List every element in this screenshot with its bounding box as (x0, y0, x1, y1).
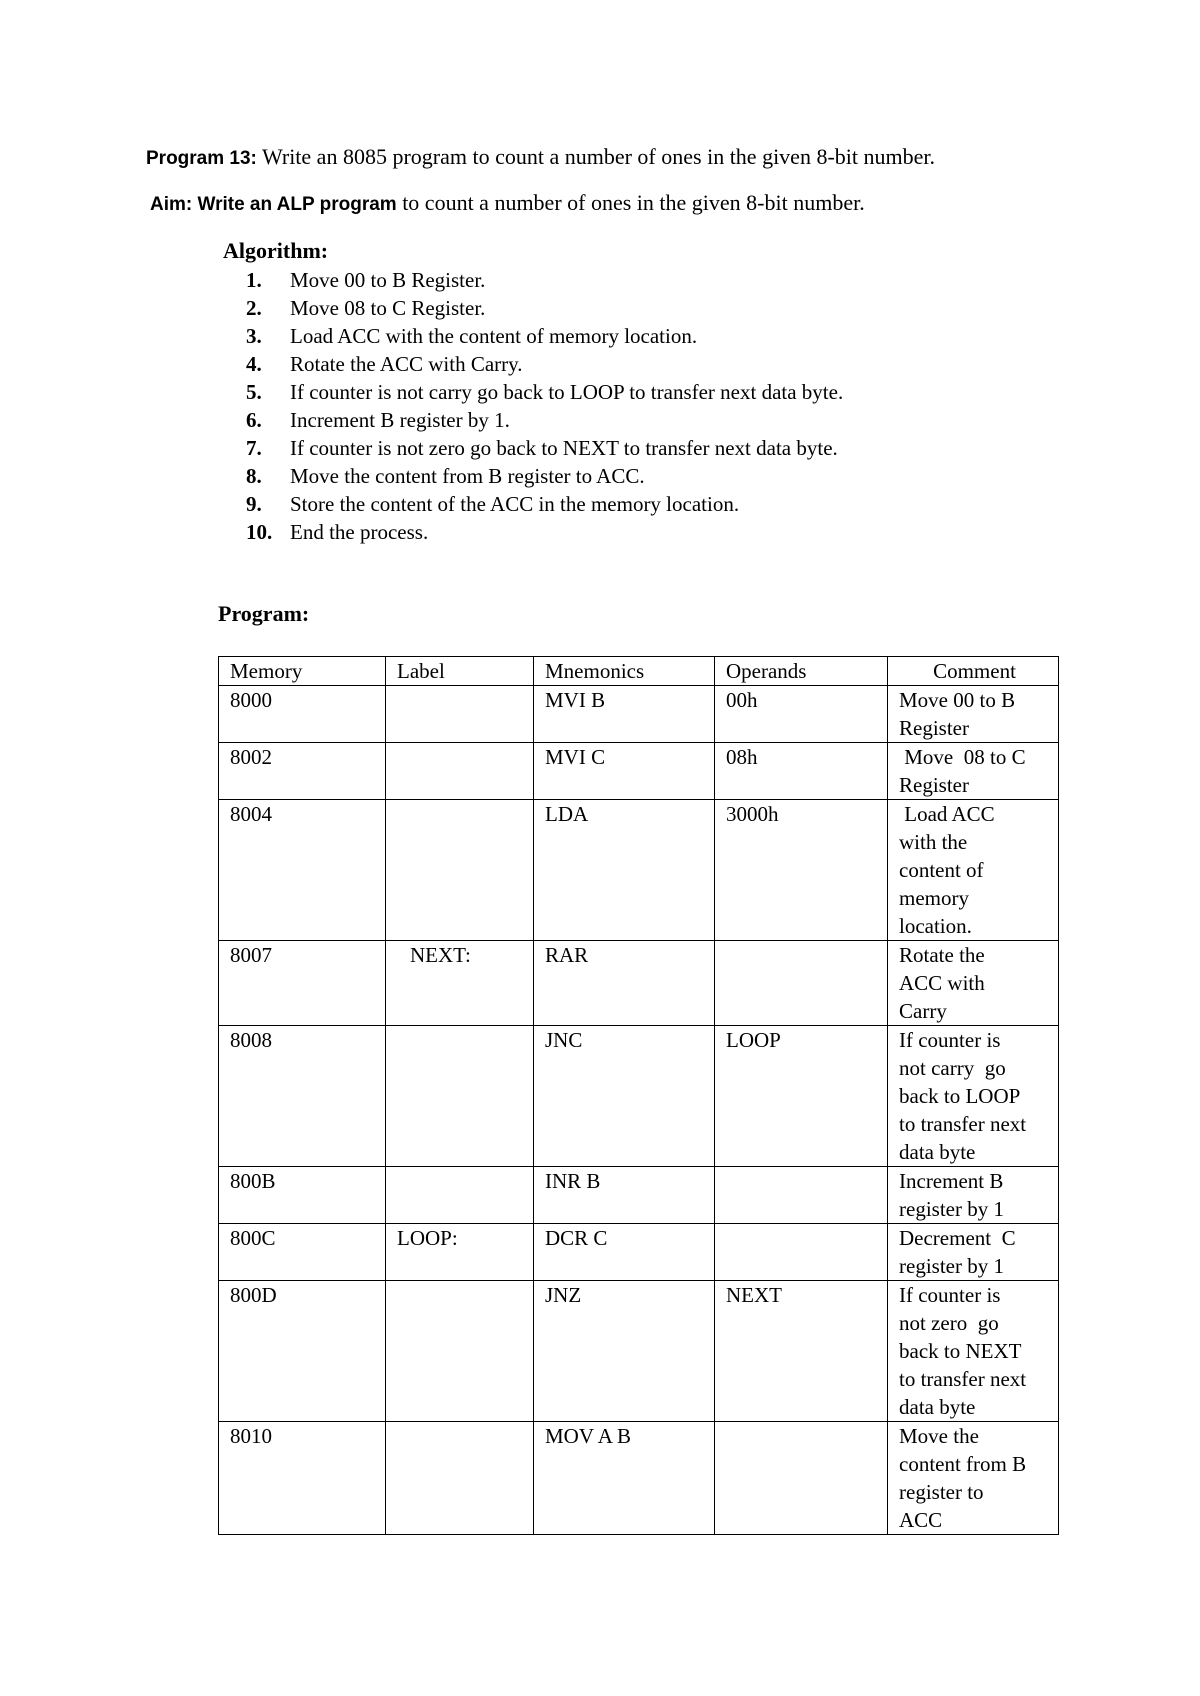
comment-line: Move 00 to B (899, 688, 1016, 712)
algorithm-step (246, 266, 843, 294)
algorithm-heading: Algorithm: (223, 238, 329, 263)
label-cell (386, 1281, 534, 1422)
program-heading: Program: (218, 601, 310, 626)
label-cell: LOOP: (386, 1224, 534, 1281)
program-number: Program 13: (146, 148, 257, 169)
operand-cell (715, 941, 888, 1026)
label-cell (386, 686, 534, 743)
label-cell (386, 1167, 534, 1224)
table-row (219, 1422, 1059, 1535)
algorithm-step-text: Increment B register by 1. (290, 408, 510, 432)
algorithm-step-text: Store the content of the ACC in the memory location. (290, 492, 740, 516)
comment-line: data byte (899, 1140, 976, 1164)
column-header-mnemonics: Mnemonics (534, 657, 715, 686)
memory-cell: 8002 (219, 743, 386, 800)
algorithm-step-text: Move the content from B register to ACC. (290, 464, 645, 488)
mnemonic-cell: RAR (534, 941, 715, 1026)
operand-cell: 08h (715, 743, 888, 800)
comment-cell (888, 1167, 1059, 1224)
comment-line: to transfer next (899, 1367, 1027, 1391)
operand-cell (715, 1422, 888, 1535)
comment-line: Increment B (899, 1169, 1004, 1193)
table-row (219, 1281, 1059, 1422)
label-cell (386, 800, 534, 941)
algorithm-step-text: If counter is not zero go back to NEXT to transfer next data byte. (290, 436, 838, 460)
algorithm-step-number: 3. (246, 324, 262, 348)
program-description: Write an 8085 program to count a number of ones in the given 8-bit number. (256, 144, 935, 169)
comment-cell (888, 800, 1059, 941)
program-table-body (219, 686, 1059, 1535)
comment-line: back to LOOP (899, 1084, 1021, 1108)
comment-cell (888, 1422, 1059, 1535)
program-title-line (146, 144, 935, 170)
column-header-label: Label (386, 657, 534, 686)
comment-line: Rotate the (899, 943, 985, 967)
comment-line: ACC with (899, 971, 985, 995)
comment-line: register to (899, 1480, 984, 1504)
algorithm-step (246, 322, 843, 350)
memory-cell: 8007 (219, 941, 386, 1026)
algorithm-step-number: 2. (246, 296, 262, 320)
column-header-memory: Memory (219, 657, 386, 686)
comment-line: Decrement C (899, 1226, 1016, 1250)
table-row (219, 800, 1059, 941)
memory-cell: 8000 (219, 686, 386, 743)
algorithm-step (246, 406, 843, 434)
algorithm-step-number: 6. (246, 408, 262, 432)
algorithm-steps (246, 266, 843, 546)
label-cell (386, 1422, 534, 1535)
comment-line: content from B (899, 1452, 1027, 1476)
comment-line: register by 1 (899, 1197, 1004, 1221)
aim-line (150, 190, 865, 216)
comment-line: Register (899, 773, 969, 797)
algorithm-step-text: If counter is not carry go back to LOOP to transfer next data byte. (290, 380, 844, 404)
mnemonic-cell: INR B (534, 1167, 715, 1224)
algorithm-step (246, 434, 843, 462)
comment-line: not carry go (899, 1056, 1006, 1080)
comment-line: If counter is (899, 1283, 1001, 1307)
comment-cell (888, 941, 1059, 1026)
comment-cell (888, 743, 1059, 800)
algorithm-step-text: Move 08 to C Register. (290, 296, 486, 320)
comment-line: Register (899, 716, 969, 740)
algorithm-step-text: Load ACC with the content of memory location. (290, 324, 698, 348)
table-row (219, 1026, 1059, 1167)
memory-cell: 800D (219, 1281, 386, 1422)
mnemonic-cell: MVI C (534, 743, 715, 800)
algorithm-step-text: Rotate the ACC with Carry. (290, 352, 523, 376)
memory-cell: 8004 (219, 800, 386, 941)
aim-description: to count a number of ones in the given 8-bit number. (396, 190, 865, 215)
comment-line: data byte (899, 1395, 976, 1419)
algorithm-step (246, 378, 843, 406)
table-row (219, 686, 1059, 743)
mnemonic-cell: MVI B (534, 686, 715, 743)
label-cell (386, 743, 534, 800)
comment-cell (888, 1026, 1059, 1167)
mnemonic-cell: DCR C (534, 1224, 715, 1281)
column-header-operands: Operands (715, 657, 888, 686)
algorithm-step-number: 1. (246, 268, 262, 292)
comment-cell (888, 686, 1059, 743)
comment-cell (888, 1281, 1059, 1422)
memory-cell: 8010 (219, 1422, 386, 1535)
label-cell (386, 1026, 534, 1167)
mnemonic-cell: JNZ (534, 1281, 715, 1422)
comment-line: to transfer next (899, 1112, 1027, 1136)
comment-line: not zero go (899, 1311, 999, 1335)
aim-label: Aim: Write an ALP program (150, 194, 397, 215)
comment-line: Load ACC (899, 802, 995, 826)
memory-cell: 8008 (219, 1026, 386, 1167)
comment-line: Move the (899, 1424, 979, 1448)
mnemonic-cell: JNC (534, 1026, 715, 1167)
comment-line: ACC (899, 1508, 943, 1532)
algorithm-step-text: Move 00 to B Register. (290, 268, 486, 292)
memory-cell: 800C (219, 1224, 386, 1281)
algorithm-step-number: 7. (246, 436, 262, 460)
comment-line: back to NEXT (899, 1339, 1022, 1363)
operand-cell (715, 1224, 888, 1281)
label-cell: NEXT: (386, 941, 534, 1026)
memory-cell: 800B (219, 1167, 386, 1224)
algorithm-step-number: 9. (246, 492, 262, 516)
algorithm-step-number: 5. (246, 380, 262, 404)
algorithm-step (246, 518, 843, 546)
table-header-row (219, 657, 1059, 686)
algorithm-step-number: 10. (246, 520, 273, 544)
algorithm-step (246, 294, 843, 322)
mnemonic-cell: LDA (534, 800, 715, 941)
comment-line: Move 08 to C (899, 745, 1026, 769)
algorithm-step-number: 4. (246, 352, 262, 376)
algorithm-step-text: End the process. (290, 520, 429, 544)
comment-line: with the (899, 830, 968, 854)
comment-line: If counter is (899, 1028, 1001, 1052)
comment-line: Carry (899, 999, 947, 1023)
algorithm-step-number: 8. (246, 464, 262, 488)
comment-line: location. (899, 914, 972, 938)
operand-cell: LOOP (715, 1026, 888, 1167)
comment-cell (888, 1224, 1059, 1281)
comment-line: memory (899, 886, 969, 910)
algorithm-step (246, 490, 843, 518)
table-row (219, 743, 1059, 800)
program-table (218, 656, 1059, 1535)
column-header-comment: Comment (888, 657, 1059, 686)
operand-cell (715, 1167, 888, 1224)
operand-cell: NEXT (715, 1281, 888, 1422)
mnemonic-cell: MOV A B (534, 1422, 715, 1535)
algorithm-step (246, 462, 843, 490)
operand-cell: 00h (715, 686, 888, 743)
operand-cell: 3000h (715, 800, 888, 941)
table-row (219, 941, 1059, 1026)
algorithm-step (246, 350, 843, 378)
table-row (219, 1224, 1059, 1281)
comment-line: content of (899, 858, 984, 882)
table-row (219, 1167, 1059, 1224)
comment-line: register by 1 (899, 1254, 1004, 1278)
